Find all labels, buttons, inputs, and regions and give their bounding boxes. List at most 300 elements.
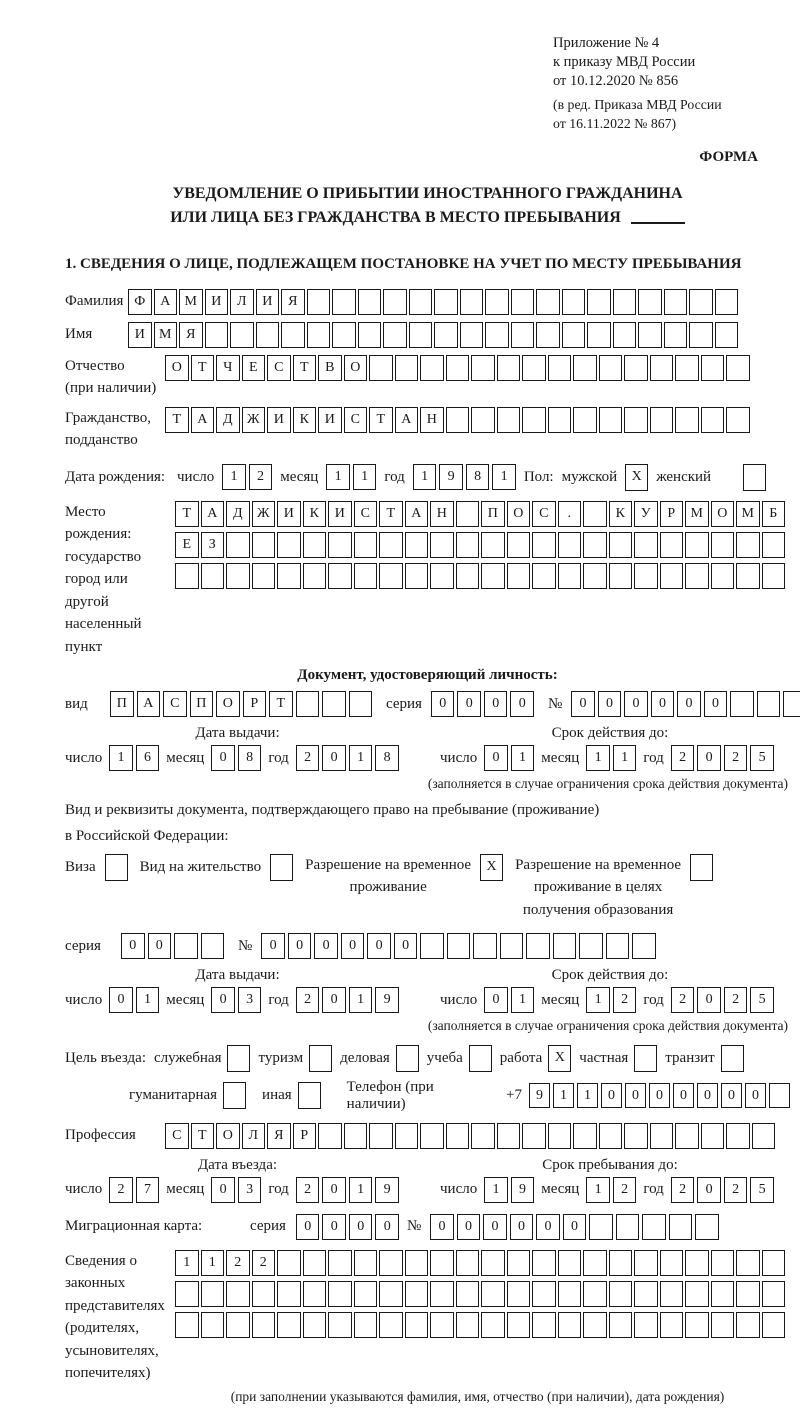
char-cell[interactable]: [638, 322, 662, 348]
char-cell[interactable]: 2: [671, 987, 695, 1013]
char-cell[interactable]: [553, 933, 577, 959]
char-cell[interactable]: 2: [613, 1177, 637, 1203]
char-cell[interactable]: [201, 933, 225, 959]
char-cell[interactable]: [583, 1281, 607, 1307]
char-cell[interactable]: [726, 355, 750, 381]
char-cell[interactable]: Н: [420, 407, 444, 433]
char-cell[interactable]: [624, 1123, 648, 1149]
char-cell[interactable]: К: [609, 501, 633, 527]
char-cell[interactable]: 0: [745, 1083, 766, 1108]
char-cell[interactable]: X: [625, 464, 648, 491]
char-cell[interactable]: [379, 563, 403, 589]
char-cell[interactable]: [701, 407, 725, 433]
char-cell[interactable]: З: [201, 532, 225, 558]
char-cell[interactable]: Е: [242, 355, 266, 381]
char-cell[interactable]: Р: [660, 501, 684, 527]
char-cell[interactable]: [303, 1312, 327, 1338]
char-cell[interactable]: [609, 1250, 633, 1276]
char-cell[interactable]: [532, 532, 556, 558]
char-cell[interactable]: 6: [136, 745, 160, 771]
char-cell[interactable]: [634, 1250, 658, 1276]
char-cell[interactable]: [328, 1281, 352, 1307]
char-cell[interactable]: 0: [651, 691, 675, 717]
char-cell[interactable]: [430, 532, 454, 558]
char-cell[interactable]: [690, 854, 713, 881]
char-cell[interactable]: [606, 933, 630, 959]
char-cell[interactable]: [634, 532, 658, 558]
char-cell[interactable]: 2: [724, 745, 748, 771]
char-cell[interactable]: [532, 1281, 556, 1307]
char-cell[interactable]: [303, 1281, 327, 1307]
char-cell[interactable]: У: [634, 501, 658, 527]
char-cell[interactable]: 1: [613, 745, 637, 771]
char-cell[interactable]: [175, 1281, 199, 1307]
char-cell[interactable]: А: [154, 289, 178, 315]
char-cell[interactable]: [485, 289, 509, 315]
char-cell[interactable]: [711, 563, 735, 589]
char-cell[interactable]: [405, 1250, 429, 1276]
char-cell[interactable]: 1: [553, 1083, 574, 1108]
char-cell[interactable]: [650, 407, 674, 433]
char-cell[interactable]: [562, 322, 586, 348]
char-cell[interactable]: [298, 1082, 321, 1109]
char-cell[interactable]: [526, 933, 550, 959]
char-cell[interactable]: 0: [261, 933, 285, 959]
char-cell[interactable]: С: [165, 1123, 189, 1149]
char-cell[interactable]: [558, 1281, 582, 1307]
char-cell[interactable]: [685, 563, 709, 589]
char-cell[interactable]: [201, 1312, 225, 1338]
char-cell[interactable]: [701, 355, 725, 381]
char-cell[interactable]: [456, 501, 480, 527]
char-cell[interactable]: [354, 563, 378, 589]
char-cell[interactable]: [497, 355, 521, 381]
char-cell[interactable]: Л: [230, 289, 254, 315]
char-cell[interactable]: [481, 532, 505, 558]
char-cell[interactable]: [548, 1123, 572, 1149]
char-cell[interactable]: 2: [296, 1177, 320, 1203]
char-cell[interactable]: Л: [242, 1123, 266, 1149]
char-cell[interactable]: О: [216, 1123, 240, 1149]
char-cell[interactable]: [507, 1281, 531, 1307]
char-cell[interactable]: [471, 407, 495, 433]
char-cell[interactable]: С: [267, 355, 291, 381]
char-cell[interactable]: X: [548, 1045, 571, 1072]
char-cell[interactable]: 2: [613, 987, 637, 1013]
char-cell[interactable]: 0: [697, 987, 721, 1013]
char-cell[interactable]: [226, 1281, 250, 1307]
char-cell[interactable]: 0: [563, 1214, 587, 1240]
char-cell[interactable]: [226, 563, 250, 589]
char-cell[interactable]: С: [344, 407, 368, 433]
char-cell[interactable]: М: [154, 322, 178, 348]
char-cell[interactable]: [632, 933, 656, 959]
char-cell[interactable]: А: [395, 407, 419, 433]
char-cell[interactable]: [736, 1281, 760, 1307]
char-cell[interactable]: [277, 1250, 301, 1276]
char-cell[interactable]: [695, 1214, 719, 1240]
char-cell[interactable]: [736, 1250, 760, 1276]
char-cell[interactable]: [205, 322, 229, 348]
char-cell[interactable]: [379, 1281, 403, 1307]
char-cell[interactable]: [481, 1312, 505, 1338]
char-cell[interactable]: [634, 1045, 657, 1072]
char-cell[interactable]: [420, 1123, 444, 1149]
char-cell[interactable]: [638, 289, 662, 315]
char-cell[interactable]: 1: [109, 745, 133, 771]
char-cell[interactable]: [532, 1250, 556, 1276]
char-cell[interactable]: 2: [671, 1177, 695, 1203]
char-cell[interactable]: [664, 289, 688, 315]
char-cell[interactable]: [579, 933, 603, 959]
char-cell[interactable]: [599, 1123, 623, 1149]
char-cell[interactable]: [675, 1123, 699, 1149]
char-cell[interactable]: [650, 355, 674, 381]
char-cell[interactable]: [507, 1312, 531, 1338]
char-cell[interactable]: 1: [577, 1083, 598, 1108]
char-cell[interactable]: [281, 322, 305, 348]
char-cell[interactable]: 2: [109, 1177, 133, 1203]
char-cell[interactable]: [660, 1250, 684, 1276]
char-cell[interactable]: 0: [211, 987, 235, 1013]
char-cell[interactable]: [332, 289, 356, 315]
char-cell[interactable]: [430, 1281, 454, 1307]
char-cell[interactable]: 3: [238, 1177, 262, 1203]
char-cell[interactable]: 2: [226, 1250, 250, 1276]
char-cell[interactable]: 0: [704, 691, 728, 717]
char-cell[interactable]: [721, 1045, 744, 1072]
char-cell[interactable]: [613, 322, 637, 348]
char-cell[interactable]: [689, 289, 713, 315]
char-cell[interactable]: Ч: [216, 355, 240, 381]
char-cell[interactable]: [405, 532, 429, 558]
char-cell[interactable]: [609, 532, 633, 558]
char-cell[interactable]: 0: [148, 933, 172, 959]
char-cell[interactable]: Н: [430, 501, 454, 527]
char-cell[interactable]: [446, 1123, 470, 1149]
char-cell[interactable]: [669, 1214, 693, 1240]
char-cell[interactable]: [624, 407, 648, 433]
char-cell[interactable]: [726, 1123, 750, 1149]
char-cell[interactable]: [358, 289, 382, 315]
char-cell[interactable]: 0: [510, 1214, 534, 1240]
char-cell[interactable]: [634, 563, 658, 589]
char-cell[interactable]: А: [191, 407, 215, 433]
char-cell[interactable]: [689, 322, 713, 348]
char-cell[interactable]: 1: [586, 987, 610, 1013]
char-cell[interactable]: [730, 691, 754, 717]
char-cell[interactable]: 0: [571, 691, 595, 717]
char-cell[interactable]: [609, 1281, 633, 1307]
char-cell[interactable]: [711, 1250, 735, 1276]
char-cell[interactable]: [599, 407, 623, 433]
char-cell[interactable]: Т: [191, 355, 215, 381]
char-cell[interactable]: [634, 1312, 658, 1338]
char-cell[interactable]: 0: [697, 1177, 721, 1203]
char-cell[interactable]: И: [128, 322, 152, 348]
char-cell[interactable]: [558, 532, 582, 558]
char-cell[interactable]: 1: [349, 745, 373, 771]
char-cell[interactable]: И: [277, 501, 301, 527]
char-cell[interactable]: 2: [252, 1250, 276, 1276]
char-cell[interactable]: [711, 532, 735, 558]
char-cell[interactable]: [456, 1281, 480, 1307]
char-cell[interactable]: Ж: [252, 501, 276, 527]
char-cell[interactable]: [752, 1123, 776, 1149]
char-cell[interactable]: [277, 1312, 301, 1338]
char-cell[interactable]: К: [293, 407, 317, 433]
char-cell[interactable]: [227, 1045, 250, 1072]
char-cell[interactable]: 1: [175, 1250, 199, 1276]
char-cell[interactable]: [497, 407, 521, 433]
char-cell[interactable]: 0: [484, 745, 508, 771]
char-cell[interactable]: Е: [175, 532, 199, 558]
char-cell[interactable]: 0: [430, 1214, 454, 1240]
char-cell[interactable]: [303, 563, 327, 589]
char-cell[interactable]: [587, 322, 611, 348]
char-cell[interactable]: И: [318, 407, 342, 433]
char-cell[interactable]: [296, 691, 320, 717]
char-cell[interactable]: П: [190, 691, 214, 717]
char-cell[interactable]: [456, 1312, 480, 1338]
char-cell[interactable]: [481, 1250, 505, 1276]
char-cell[interactable]: 1: [586, 1177, 610, 1203]
char-cell[interactable]: 8: [375, 745, 399, 771]
char-cell[interactable]: В: [318, 355, 342, 381]
char-cell[interactable]: 0: [484, 691, 508, 717]
char-cell[interactable]: [558, 563, 582, 589]
char-cell[interactable]: [420, 355, 444, 381]
char-cell[interactable]: 5: [750, 987, 774, 1013]
char-cell[interactable]: [460, 322, 484, 348]
char-cell[interactable]: 0: [341, 933, 365, 959]
char-cell[interactable]: [522, 355, 546, 381]
char-cell[interactable]: [736, 532, 760, 558]
char-cell[interactable]: [379, 532, 403, 558]
char-cell[interactable]: [599, 355, 623, 381]
char-cell[interactable]: [395, 1123, 419, 1149]
char-cell[interactable]: 0: [322, 1214, 346, 1240]
char-cell[interactable]: [685, 1250, 709, 1276]
char-cell[interactable]: 0: [721, 1083, 742, 1108]
char-cell[interactable]: 0: [601, 1083, 622, 1108]
char-cell[interactable]: 0: [314, 933, 338, 959]
char-cell[interactable]: 9: [439, 464, 463, 490]
char-cell[interactable]: [409, 322, 433, 348]
char-cell[interactable]: С: [532, 501, 556, 527]
char-cell[interactable]: [685, 1281, 709, 1307]
char-cell[interactable]: [664, 322, 688, 348]
char-cell[interactable]: 1: [586, 745, 610, 771]
char-cell[interactable]: [175, 563, 199, 589]
char-cell[interactable]: [536, 322, 560, 348]
char-cell[interactable]: 9: [529, 1083, 550, 1108]
char-cell[interactable]: [328, 1250, 352, 1276]
char-cell[interactable]: [354, 1281, 378, 1307]
char-cell[interactable]: [270, 854, 293, 881]
char-cell[interactable]: И: [267, 407, 291, 433]
char-cell[interactable]: [711, 1281, 735, 1307]
char-cell[interactable]: [332, 322, 356, 348]
char-cell[interactable]: [522, 1123, 546, 1149]
char-cell[interactable]: 0: [211, 745, 235, 771]
char-cell[interactable]: [328, 563, 352, 589]
char-cell[interactable]: [762, 532, 786, 558]
char-cell[interactable]: [256, 322, 280, 348]
char-cell[interactable]: [277, 532, 301, 558]
char-cell[interactable]: [573, 355, 597, 381]
char-cell[interactable]: [409, 289, 433, 315]
char-cell[interactable]: [675, 407, 699, 433]
char-cell[interactable]: [715, 289, 739, 315]
char-cell[interactable]: [473, 933, 497, 959]
char-cell[interactable]: [383, 322, 407, 348]
char-cell[interactable]: [354, 1250, 378, 1276]
char-cell[interactable]: [471, 355, 495, 381]
char-cell[interactable]: [583, 501, 607, 527]
char-cell[interactable]: [757, 691, 781, 717]
char-cell[interactable]: А: [201, 501, 225, 527]
char-cell[interactable]: [369, 355, 393, 381]
char-cell[interactable]: М: [736, 501, 760, 527]
char-cell[interactable]: [328, 532, 352, 558]
char-cell[interactable]: 0: [322, 987, 346, 1013]
char-cell[interactable]: 2: [296, 987, 320, 1013]
char-cell[interactable]: .: [558, 501, 582, 527]
char-cell[interactable]: 0: [649, 1083, 670, 1108]
char-cell[interactable]: [511, 289, 535, 315]
char-cell[interactable]: [303, 532, 327, 558]
char-cell[interactable]: 1: [349, 1177, 373, 1203]
char-cell[interactable]: М: [685, 501, 709, 527]
char-cell[interactable]: Р: [293, 1123, 317, 1149]
char-cell[interactable]: [223, 1082, 246, 1109]
char-cell[interactable]: [456, 563, 480, 589]
char-cell[interactable]: 1: [326, 464, 350, 490]
char-cell[interactable]: [252, 532, 276, 558]
char-cell[interactable]: 0: [211, 1177, 235, 1203]
char-cell[interactable]: [634, 1281, 658, 1307]
char-cell[interactable]: [383, 289, 407, 315]
char-cell[interactable]: [354, 532, 378, 558]
char-cell[interactable]: [405, 563, 429, 589]
char-cell[interactable]: [430, 563, 454, 589]
char-cell[interactable]: А: [405, 501, 429, 527]
char-cell[interactable]: Т: [269, 691, 293, 717]
char-cell[interactable]: [456, 532, 480, 558]
char-cell[interactable]: [395, 355, 419, 381]
char-cell[interactable]: 9: [375, 1177, 399, 1203]
char-cell[interactable]: 0: [457, 691, 481, 717]
char-cell[interactable]: 8: [238, 745, 262, 771]
char-cell[interactable]: [558, 1312, 582, 1338]
char-cell[interactable]: [660, 532, 684, 558]
char-cell[interactable]: О: [216, 691, 240, 717]
char-cell[interactable]: 2: [671, 745, 695, 771]
char-cell[interactable]: 1: [136, 987, 160, 1013]
char-cell[interactable]: [460, 289, 484, 315]
char-cell[interactable]: [736, 1312, 760, 1338]
char-cell[interactable]: [583, 1312, 607, 1338]
char-cell[interactable]: [434, 322, 458, 348]
char-cell[interactable]: [252, 1281, 276, 1307]
char-cell[interactable]: Я: [179, 322, 203, 348]
char-cell[interactable]: X: [480, 854, 503, 881]
char-cell[interactable]: 0: [677, 691, 701, 717]
char-cell[interactable]: С: [163, 691, 187, 717]
char-cell[interactable]: 0: [483, 1214, 507, 1240]
char-cell[interactable]: [511, 322, 535, 348]
char-cell[interactable]: [726, 407, 750, 433]
char-cell[interactable]: [226, 532, 250, 558]
char-cell[interactable]: Д: [226, 501, 250, 527]
char-cell[interactable]: [105, 854, 128, 881]
char-cell[interactable]: [201, 563, 225, 589]
char-cell[interactable]: 2: [724, 987, 748, 1013]
char-cell[interactable]: [307, 289, 331, 315]
char-cell[interactable]: 1: [492, 464, 516, 490]
char-cell[interactable]: [481, 563, 505, 589]
char-cell[interactable]: [369, 1123, 393, 1149]
char-cell[interactable]: [583, 563, 607, 589]
char-cell[interactable]: 1: [484, 1177, 508, 1203]
char-cell[interactable]: Ж: [242, 407, 266, 433]
char-cell[interactable]: М: [179, 289, 203, 315]
char-cell[interactable]: [558, 1250, 582, 1276]
char-cell[interactable]: 9: [511, 1177, 535, 1203]
char-cell[interactable]: [230, 322, 254, 348]
char-cell[interactable]: [532, 563, 556, 589]
char-cell[interactable]: О: [711, 501, 735, 527]
char-cell[interactable]: [309, 1045, 332, 1072]
char-cell[interactable]: [354, 1312, 378, 1338]
char-cell[interactable]: [587, 289, 611, 315]
char-cell[interactable]: [715, 322, 739, 348]
char-cell[interactable]: 1: [511, 745, 535, 771]
char-cell[interactable]: [548, 407, 572, 433]
char-cell[interactable]: [485, 322, 509, 348]
char-cell[interactable]: 2: [724, 1177, 748, 1203]
char-cell[interactable]: Р: [243, 691, 267, 717]
char-cell[interactable]: 2: [249, 464, 273, 490]
char-cell[interactable]: И: [328, 501, 352, 527]
char-cell[interactable]: [609, 1312, 633, 1338]
char-cell[interactable]: [318, 1123, 342, 1149]
char-cell[interactable]: [430, 1312, 454, 1338]
char-cell[interactable]: [536, 289, 560, 315]
char-cell[interactable]: [783, 691, 800, 717]
char-cell[interactable]: [379, 1312, 403, 1338]
char-cell[interactable]: [471, 1123, 495, 1149]
char-cell[interactable]: [583, 1250, 607, 1276]
char-cell[interactable]: [743, 464, 766, 491]
char-cell[interactable]: 1: [201, 1250, 225, 1276]
char-cell[interactable]: [434, 289, 458, 315]
char-cell[interactable]: 3: [238, 987, 262, 1013]
char-cell[interactable]: 2: [296, 745, 320, 771]
char-cell[interactable]: [322, 691, 346, 717]
char-cell[interactable]: [660, 1312, 684, 1338]
char-cell[interactable]: О: [344, 355, 368, 381]
char-cell[interactable]: 9: [375, 987, 399, 1013]
char-cell[interactable]: [736, 563, 760, 589]
char-cell[interactable]: О: [507, 501, 531, 527]
char-cell[interactable]: [252, 1312, 276, 1338]
char-cell[interactable]: 1: [222, 464, 246, 490]
char-cell[interactable]: 0: [322, 1177, 346, 1203]
char-cell[interactable]: [307, 322, 331, 348]
char-cell[interactable]: 5: [750, 1177, 774, 1203]
